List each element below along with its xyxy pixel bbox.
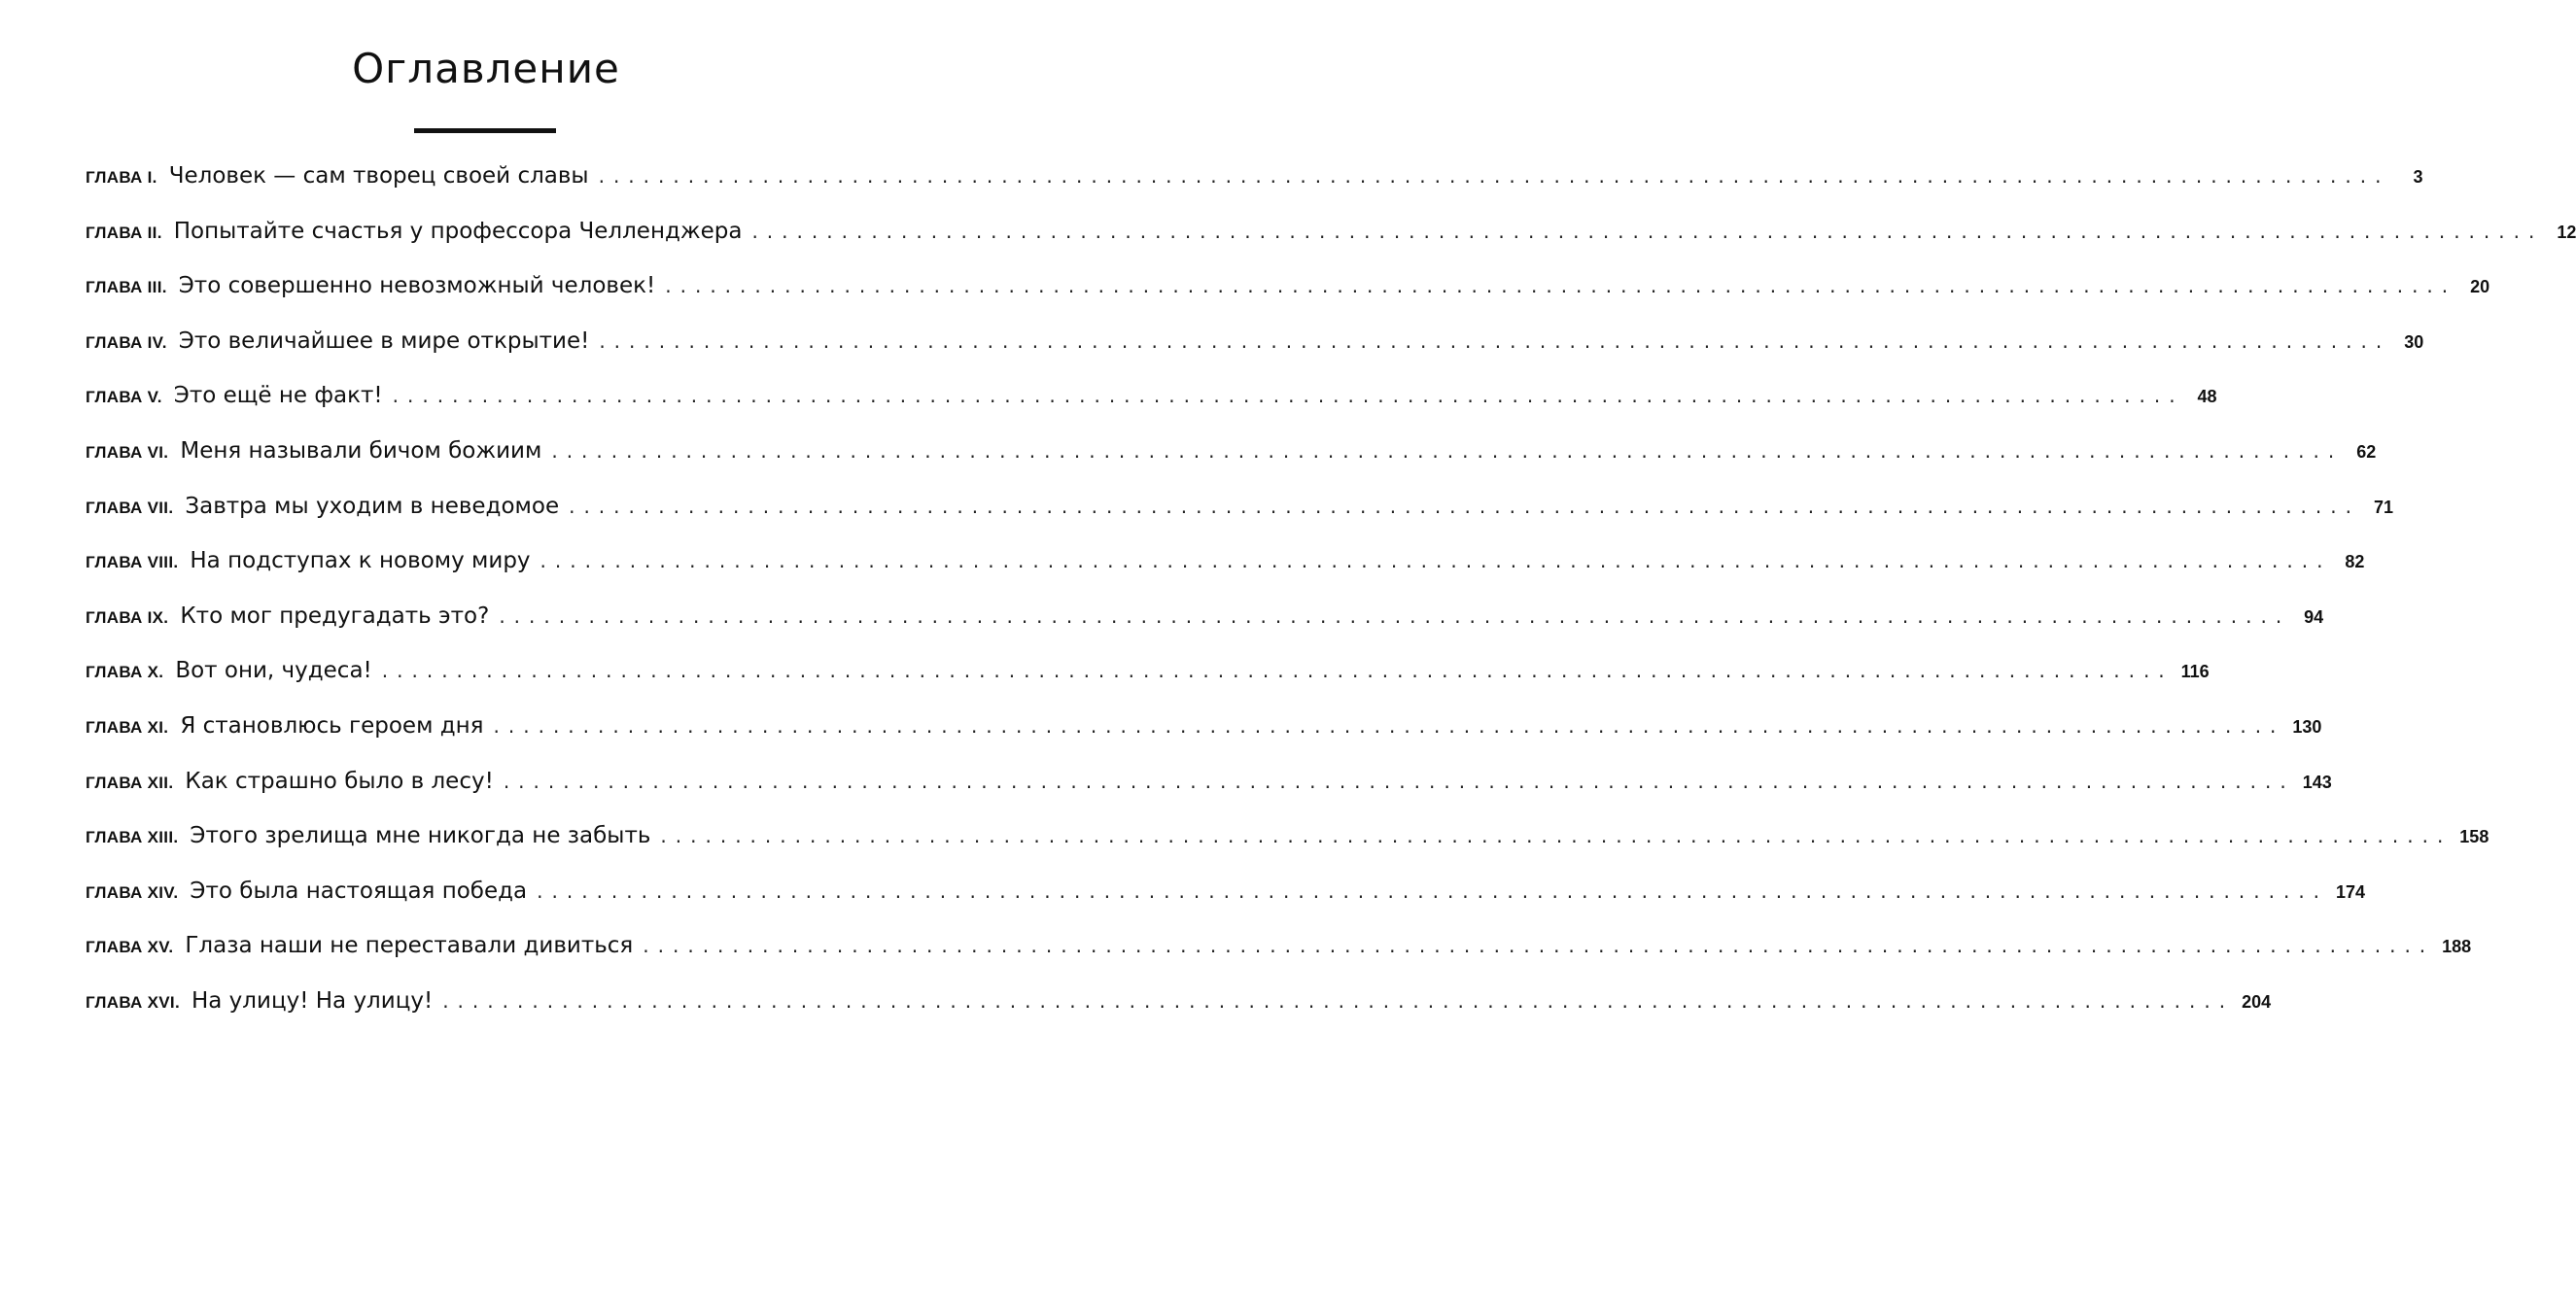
chapter-title: Это величайшее в мире открытие!: [178, 327, 590, 354]
chapter-title: Это была настоящая победа: [190, 878, 528, 904]
chapter-label: ГЛАВА IX.: [86, 607, 169, 627]
dot-leader: ........................................................................................................................: [392, 384, 2184, 408]
page-number: 94: [2304, 606, 2324, 627]
chapter-title: Попытайте счастья у профессора Челленджера: [173, 218, 743, 244]
chapter-label: ГЛАВА XIV.: [86, 882, 179, 902]
chapter-title: На улицу! На улицу!: [191, 987, 434, 1014]
chapter-title: Меня называли бичом божиим: [180, 437, 542, 464]
dot-leader: ........................................................................................................................: [569, 494, 2360, 518]
dot-leader: ........................................................................................................................: [537, 878, 2329, 903]
chapter-title: Вот они, чудеса!: [175, 658, 372, 684]
dot-leader: ........................................................................................................................: [660, 824, 2453, 848]
dot-leader: ........................................................................................................................: [598, 164, 2390, 188]
page-title: Оглавление: [352, 45, 620, 92]
page-number: 188: [2442, 937, 2472, 957]
dot-leader: ........................................................................................................................: [551, 438, 2344, 463]
page-number: 174: [2336, 881, 2366, 902]
page-number: 48: [2197, 387, 2217, 407]
page-number: 62: [2356, 441, 2377, 462]
chapter-label: ГЛАВА VII.: [86, 498, 174, 517]
chapter-label: ГЛАВА II.: [86, 223, 162, 242]
title-underline: [414, 128, 556, 133]
toc-entry: [86, 163, 2423, 219]
chapter-label: ГЛАВА XV.: [86, 938, 174, 957]
chapter-title: Глаза наши не переставали дивиться: [185, 933, 634, 959]
toc-entry: [86, 878, 2366, 934]
toc-entry: [86, 383, 2217, 438]
chapter-label: ГЛАВА XVI.: [86, 992, 180, 1012]
chapter-title: На подступах к новому миру: [190, 548, 531, 574]
page-number: 82: [2345, 552, 2365, 572]
chapter-label: ГЛАВА X.: [86, 663, 164, 682]
chapter-title: Этого зрелища мне никогда не забыть: [190, 823, 651, 849]
page-number: 204: [2242, 991, 2272, 1012]
dot-leader: ........................................................................................................................: [751, 219, 2544, 243]
dot-leader: ........................................................................................................................: [503, 769, 2295, 793]
page-number: 20: [2470, 277, 2490, 297]
chapter-label: ГЛАВА VI.: [86, 442, 169, 462]
dot-leader: ........................................................................................................................: [540, 549, 2332, 573]
chapter-label: ГЛАВА VIII.: [86, 553, 179, 572]
dot-leader: ........................................................................................................................: [599, 328, 2391, 353]
page-number: 30: [2404, 331, 2424, 352]
dot-leader: ........................................................................................................................: [499, 603, 2291, 628]
dot-leader: ........................................................................................................................: [493, 713, 2285, 738]
toc-entry: [86, 548, 2365, 603]
chapter-title: Это ещё не факт!: [173, 383, 383, 409]
toc-entry: [86, 327, 2424, 384]
toc-entry: [86, 987, 2272, 1044]
toc-entry: [86, 768, 2332, 824]
page-number: 130: [2292, 716, 2322, 737]
page-number: 71: [2373, 497, 2393, 517]
chapter-label: ГЛАВА I.: [86, 168, 157, 187]
page-number: 12: [2557, 222, 2576, 242]
chapter-label: ГЛАВА XII.: [86, 773, 174, 792]
page-number: 116: [2180, 662, 2210, 682]
chapter-title: Кто мог предугадать это?: [180, 603, 490, 629]
chapter-title: Это совершенно невозможный человек!: [178, 273, 656, 299]
chapter-title: Как страшно было в лесу!: [185, 768, 494, 794]
chapter-label: ГЛАВА V.: [86, 388, 162, 407]
page-number: 3: [2413, 167, 2423, 187]
chapter-title: Человек — сам творец своей славы: [168, 163, 589, 189]
toc-entry: [86, 218, 2576, 274]
table-of-contents: [86, 163, 2576, 1044]
page-number: 143: [2302, 772, 2332, 792]
chapter-label: ГЛАВА IV.: [86, 332, 167, 352]
dot-leader: ........................................................................................................................: [381, 659, 2174, 683]
dot-leader: ........................................................................................................................: [442, 988, 2235, 1013]
toc-entry: [86, 933, 2472, 988]
dot-leader: ........................................................................................................................: [665, 274, 2457, 298]
dot-leader: ........................................................................................................................: [643, 934, 2435, 958]
chapter-label: ГЛАВА XIII.: [86, 828, 179, 847]
chapter-title: Завтра мы уходим в неведомое: [185, 493, 560, 519]
toc-entry: [86, 493, 2393, 549]
toc-entry: [86, 712, 2322, 769]
chapter-title: Я становлюсь героем дня: [180, 712, 484, 739]
chapter-label: ГЛАВА III.: [86, 278, 167, 297]
page-number: 158: [2459, 827, 2489, 847]
toc-entry: [86, 658, 2210, 713]
toc-entry: [86, 823, 2489, 878]
toc-entry: [86, 437, 2377, 494]
toc-entry: [86, 273, 2490, 328]
chapter-label: ГЛАВА XI.: [86, 717, 169, 737]
toc-entry: [86, 603, 2324, 659]
